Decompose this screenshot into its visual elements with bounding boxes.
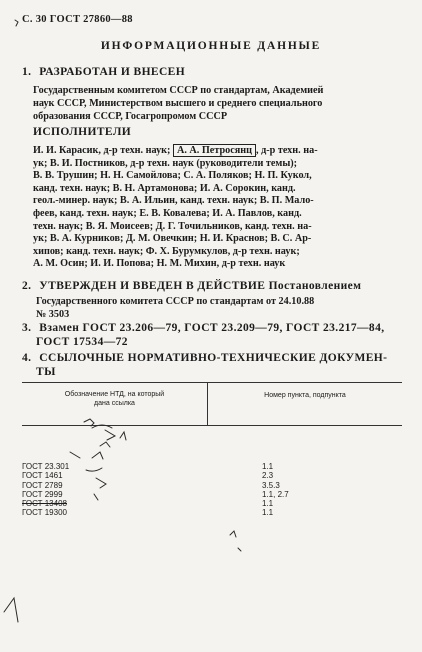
table-cell: ГОСТ 2999 <box>22 489 63 499</box>
column-header-line: дана ссылка <box>94 400 135 407</box>
section-1-line: Государственным комитетом СССР по стандартам, Академией <box>33 85 324 96</box>
section-2-number: 2. <box>22 280 32 292</box>
pen-strokes <box>4 20 241 622</box>
executor-first: И. И. Карасик, д-р техн. наук; <box>33 145 171 156</box>
table-cell: ГОСТ 1461 <box>22 471 63 481</box>
executors-line: А. М. Осин; И. И. Попова; Н. М. Михин, д-р техн. наук <box>33 258 286 270</box>
section-4-cont: ТЫ <box>36 366 56 378</box>
table-cell: ГОСТ 23.301 <box>22 462 70 471</box>
table-cell: 1.1, 2.7 <box>262 489 289 499</box>
executors-line: В. В. Трушин; Н. Н. Самойлова; С. А. Поляков; Н. П. Кукол, <box>33 170 312 182</box>
section-3-number: 3. <box>22 322 32 334</box>
section-4-number: 4. <box>22 352 32 364</box>
table-cell: 3.5.3 <box>262 480 280 490</box>
column-header-item: Номер пункта, подпункта <box>264 392 346 399</box>
page-header: С. 30 ГОСТ 27860—88 <box>22 14 133 25</box>
section-1-line: образования СССР, Госагропромом СССР <box>33 111 228 123</box>
section-1-line: наук СССР, Министерством высшего и среднего специального <box>33 98 323 110</box>
executors-line: ук; В. А. Курников; Д. М. Овечкин; Н. И. Краснов; В. С. Ар- <box>33 233 312 245</box>
table-cell: ГОСТ 2789 <box>22 480 63 490</box>
table-cell: 2.3 <box>262 471 274 481</box>
executors-line: геол.-минер. наук; В. А. Ильин, канд. техн. наук; В. П. Мало- <box>33 195 314 207</box>
table-cell: ГОСТ 19300 <box>22 508 67 518</box>
section-2-line: УТВЕРЖДЕН И ВВЕДЕН В ДЕЙСТВИЕ Постановлением <box>39 280 362 292</box>
section-1-title: РАЗРАБОТАН И ВНЕСЕН <box>39 66 186 78</box>
table-cell: 1.1 <box>262 462 274 471</box>
executor-after-box: , д-р техн. на- <box>256 145 318 156</box>
section-1-number: 1. <box>22 66 32 78</box>
table-cell: 1.1 <box>262 508 274 518</box>
executors-heading: ИСПОЛНИТЕЛИ <box>33 126 132 138</box>
page-title: ИНФОРМАЦИОННЫЕ ДАННЫЕ <box>100 40 322 52</box>
table-cell: ГОСТ 13408 <box>22 499 67 509</box>
executors-line: ук; В. И. Постников, д-р техн. наук (руководители темы); <box>33 157 298 169</box>
executors-line: техн. наук; В. Я. Моисеев; Д. Г. Точильников, канд. техн. на- <box>33 220 312 232</box>
table-cell: 1.1 <box>262 499 274 509</box>
executors-line: канд. техн. наук; В. Н. Артамонова; И. А. Сорокин, канд. <box>33 182 296 194</box>
section-2-line: Государственного комитета СССР по стандартам от 24.10.88 <box>36 296 315 307</box>
executors-line: феев, канд. техн. наук; Е. В. Ковалева; И. А. Павлов, канд. <box>33 207 302 219</box>
section-3-cont: ГОСТ 17534—72 <box>36 336 128 348</box>
column-header-line: Обозначение НТД, на который <box>64 391 165 398</box>
boxed-name: А. А. Петросянц <box>173 144 256 157</box>
executors-line: хипов; канд. техн. наук; Ф. Х. Бурумкулов, д-р техн. наук; <box>33 245 300 257</box>
section-2-line: № 3503 <box>36 309 70 321</box>
section-4-line: ССЫЛОЧНЫЕ НОРМАТИВНО-ТЕХНИЧЕСКИЕ ДОКУМЕН- <box>39 352 388 364</box>
section-3-line: Взамен ГОСТ 23.206—79, ГОСТ 23.209—79, ГОСТ 23.217—84, <box>39 322 385 334</box>
